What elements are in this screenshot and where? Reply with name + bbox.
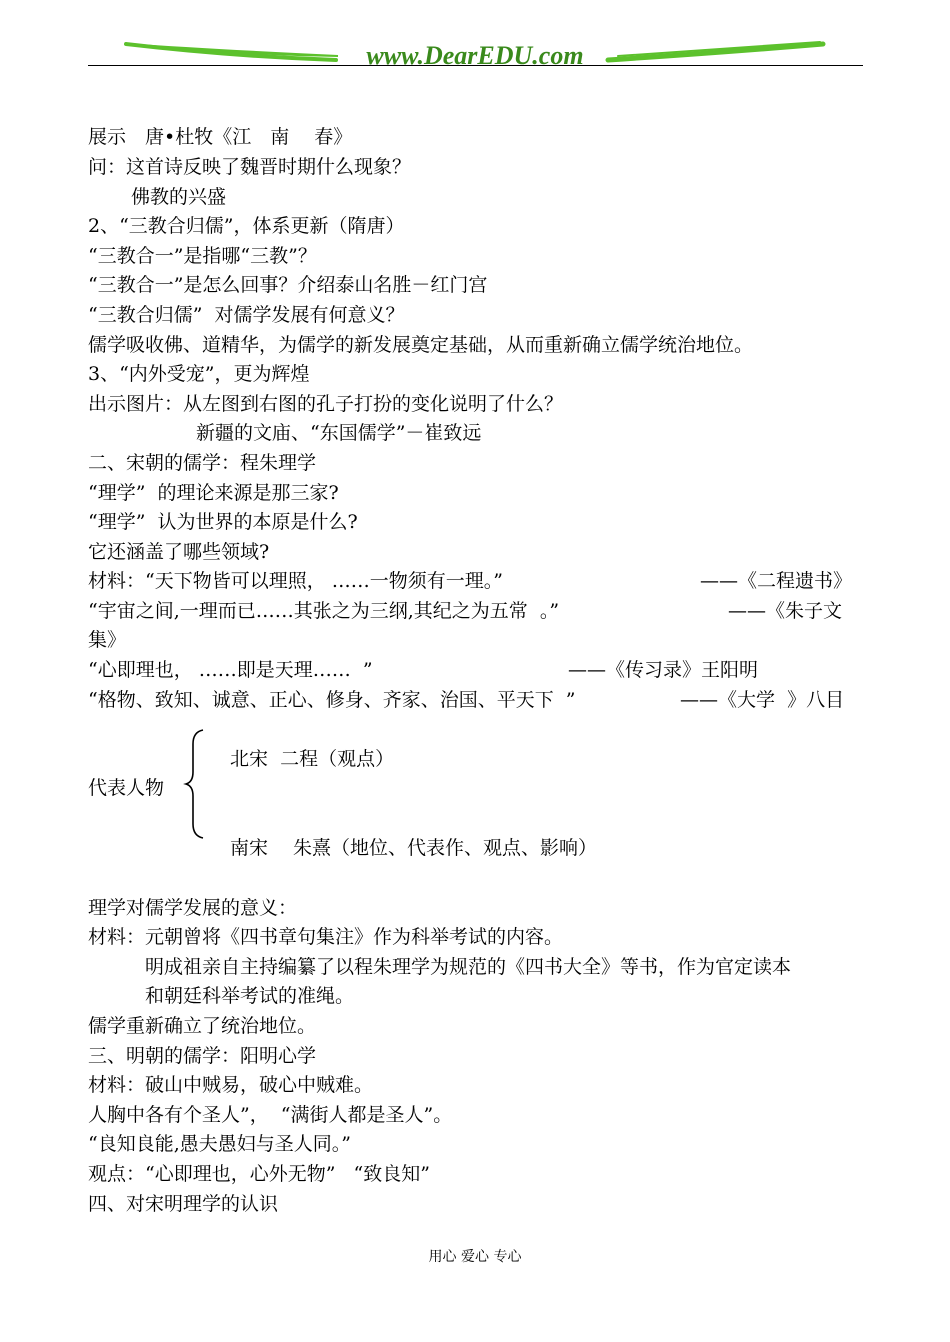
quote-source: ——《传习录》王阳明	[568, 659, 759, 681]
text-line: 儒学重新确立了统治地位。	[88, 1015, 317, 1037]
quote-line: “格物、致知、诚意、正心、修身、齐家、治国、平天下 ”	[88, 689, 576, 711]
text-line: “三教合一”是指哪“三教”？	[88, 245, 317, 267]
page-footer: 用心 爱心 专心	[428, 1249, 522, 1265]
text-line: 展示 唐•杜牧《江 南 春》	[88, 126, 353, 148]
text-line: 问：这首诗反映了魏晋时期什么现象？	[88, 156, 412, 178]
text-line: “理学” 的理论来源是那三家?	[88, 482, 339, 504]
section-heading: 3、“内外受宠”，更为辉煌	[88, 363, 310, 385]
text-line: “三教合归儒” 对儒学发展有何意义？	[88, 304, 405, 326]
quote-source: ——《二程遗书》	[700, 570, 853, 592]
text-line: 儒学吸收佛、道精华，为儒学的新发展奠定基础，从而重新确立儒学统治地位。	[88, 334, 754, 356]
quote-source: ——《朱子文	[728, 600, 843, 622]
text-line: “理学” 认为世界的本原是什么?	[88, 511, 358, 533]
text-line: “三教合一”是怎么回事？介绍泰山名胜－红门宫	[88, 274, 488, 296]
quote-source-continued: 集》	[88, 629, 127, 651]
section-heading: 2、“三教合归儒”，体系更新（隋唐）	[88, 215, 405, 237]
representative-northern-song: 北宋 二程（观点）	[230, 748, 395, 770]
text-line: 明成祖亲自主持编纂了以程朱理学为规范的《四书大全》等书，作为官定读本	[145, 956, 792, 978]
site-logo: www.DearEDU.com	[366, 41, 584, 70]
section-heading: 四、对宋明理学的认识	[88, 1193, 279, 1215]
text-line: 材料：破山中贼易，破心中贼难。	[88, 1074, 374, 1096]
text-line: 佛教的兴盛	[131, 186, 227, 208]
section-heading: 三、明朝的儒学：阳明心学	[88, 1045, 317, 1067]
text-line: 人胸中各有个圣人”， “满街人都是圣人”。	[88, 1104, 453, 1126]
quote-line: “心即理也， ‥‥‥即是天理‥‥‥ ”	[88, 659, 373, 681]
text-line: 它还涵盖了哪些领域?	[88, 541, 270, 563]
text-line: 理学对儒学发展的意义：	[88, 897, 298, 919]
text-line: “良知良能,愚夫愚妇与圣人同。”	[88, 1133, 351, 1155]
quote-line: 材料：“天下物皆可以理照， ‥‥‥一物须有一理。”	[88, 570, 503, 592]
text-line: 出示图片：从左图到右图的孔子打扮的变化说明了什么？	[88, 393, 564, 415]
text-line: 材料：元朝曾将《四书章句集注》作为科举考试的内容。	[88, 926, 564, 948]
quote-source: ——《大学 》八目	[680, 689, 845, 711]
text-line: 观点：“心即理也，心外无物” “致良知”	[88, 1163, 430, 1185]
curly-brace-icon	[183, 728, 209, 840]
text-line: 和朝廷科举考试的准绳。	[145, 985, 355, 1007]
quote-line: “宇宙之间,一理而已‥‥‥其张之为三纲,其纪之为五常 。”	[88, 600, 560, 622]
representative-southern-song: 南宋 朱熹（地位、代表作、观点、影响）	[230, 837, 598, 859]
representative-label: 代表人物	[88, 777, 165, 799]
text-line: 新疆的文庙、“东国儒学”－崔致远	[196, 422, 482, 444]
section-heading: 二、宋朝的儒学：程朱理学	[88, 452, 317, 474]
